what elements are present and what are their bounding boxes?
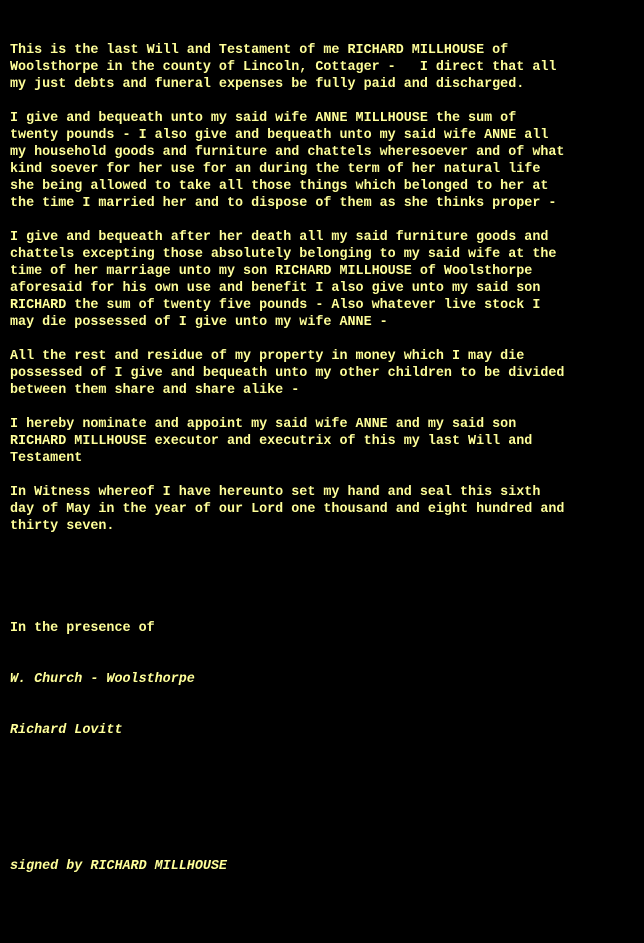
paragraph-line: This is the last Will and Testament of me RICHARD MILLHOUSE of [10,43,509,58]
witness-name: Richard Lovitt [10,723,123,738]
paragraph-line: RICHARD MILLHOUSE executor and executrix of this my last Will and [10,434,533,449]
paragraph-line: the time I married her and to dispose of them as she thinks proper - [10,196,557,211]
paragraph-line: my just debts and funeral expenses be fully paid and discharged. [10,77,525,92]
paragraph-line: All the rest and residue of my property in money which I may die [10,349,525,364]
paragraph-line: kind soever for her use for an during the term of her natural life [10,162,541,177]
signature-block [10,824,640,909]
will-paragraph [10,42,640,93]
witness-name: W. Church - Woolsthorpe [10,672,195,687]
will-paragraph [10,110,640,212]
paragraph-line: possessed of I give and bequeath unto my other children to be divided [10,366,565,381]
paragraph-line: I give and bequeath after her death all my said furniture goods and [10,230,549,245]
paragraph-line: aforesaid for his own use and benefit I also give unto my said son [10,281,541,296]
paragraph-line: between them share and share alike - [10,383,300,398]
will-body [10,42,640,535]
paragraph-line: my household goods and furniture and chattels wheresoever and of what [10,145,565,160]
paragraph-line: Woolsthorpe in the county of Lincoln, Cottager - I direct that all [10,60,557,75]
paragraph-line: may die possessed of I give unto my wife ANNE - [10,315,388,330]
will-paragraph [10,348,640,399]
will-paragraph [10,229,640,331]
paragraph-line: In Witness whereof I have hereunto set my hand and seal this sixth [10,485,541,500]
paragraph-line: chattels excepting those absolutely belonging to my said wife at the [10,247,557,262]
paragraph-line: I give and bequeath unto my said wife ANNE MILLHOUSE the sum of [10,111,517,126]
signature-line: signed by RICHARD MILLHOUSE [10,859,227,874]
paragraph-line: time of her marriage unto my son RICHARD MILLHOUSE of Woolsthorpe [10,264,533,279]
will-document [10,8,640,943]
will-paragraph [10,484,640,535]
witness-block [10,586,640,773]
paragraph-line: I hereby nominate and appoint my said wife ANNE and my said son [10,417,517,432]
paragraph-line: day of May in the year of our Lord one thousand and eight hundred and [10,502,565,517]
paragraph-line: twenty pounds - I also give and bequeath unto my said wife ANNE all [10,128,549,143]
witness-heading: In the presence of [10,621,155,636]
paragraph-line: RICHARD the sum of twenty five pounds - Also whatever live stock I [10,298,541,313]
paragraph-line: thirty seven. [10,519,115,534]
paragraph-line: Testament [10,451,83,466]
paragraph-line: she being allowed to take all those things which belonged to her at [10,179,549,194]
will-paragraph [10,416,640,467]
